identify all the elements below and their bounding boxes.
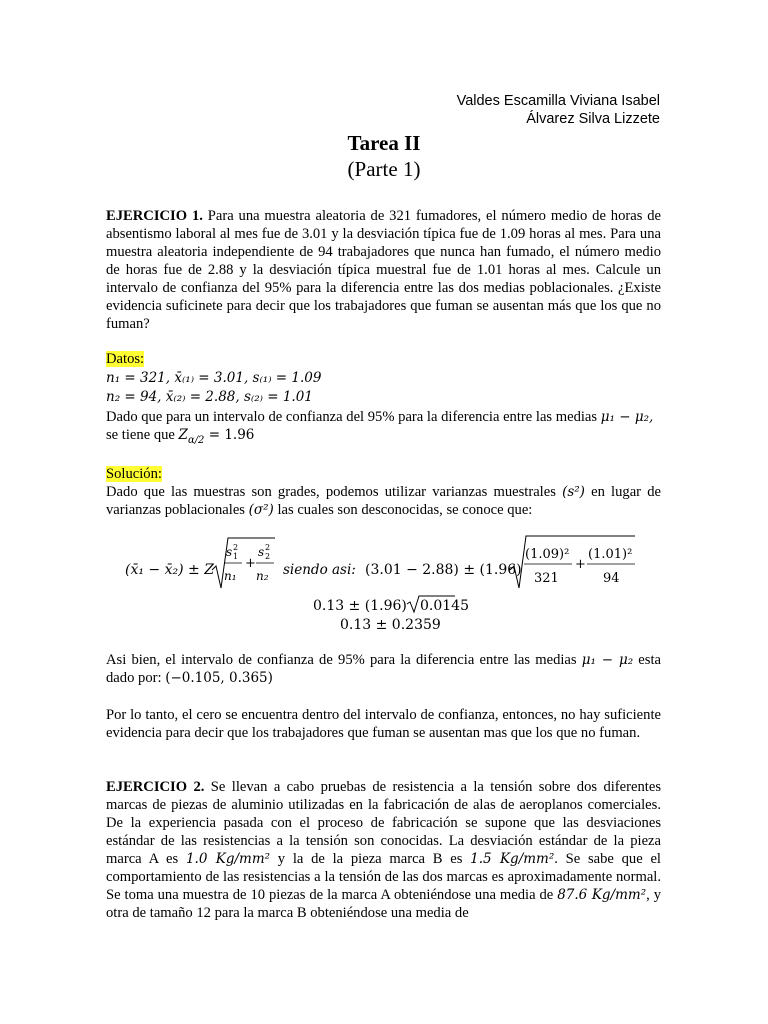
- datos-paragraph: [106, 408, 661, 450]
- conclusion-2: Por lo tanto, el cero se encuentra dentro del intervalo de confianza, entonces, no hay suficiente evidencia para decir que los trabajadores que fuman se ausentan mas que los que no fuman.: [106, 707, 661, 741]
- formula-svg: [0, 530, 768, 640]
- solucion-text-a: Dado que las muestras son grades, podemos utilizar varianzas muestrales: [106, 484, 563, 500]
- datos-line-2-text: n₂ = 94, x̄₍₂₎ = 2.88, s₍₂₎ = 1.01: [106, 389, 313, 405]
- exercise-2-text-d: , y otra de tamaño 12 para la marca B obteniéndose una media de: [106, 887, 661, 921]
- exercise-1-statement: [106, 207, 661, 333]
- datos-heading: [106, 350, 144, 368]
- exercise-1-label: EJERCICIO 1.: [106, 208, 203, 224]
- frac3-num: (1.09)²: [525, 547, 570, 562]
- exercise-2-val-a: 1.0 Kg/mm²: [185, 851, 271, 867]
- document-subtitle: (Parte 1): [347, 157, 421, 181]
- z-symbol: Z: [178, 427, 188, 443]
- solucion-heading: [106, 465, 162, 483]
- solucion-text-b: en lugar de varianzas poblacionales: [106, 484, 661, 518]
- sigma-squared: (σ²): [248, 502, 274, 518]
- frac-plus: +: [245, 556, 256, 571]
- formula-block: [0, 530, 768, 640]
- author-1: Valdes Escamilla Viviana Isabel: [456, 93, 660, 109]
- formula-left: (x̄₁ − x̄₂) ± Z: [125, 562, 214, 578]
- datos-line-1: [106, 369, 321, 387]
- exercise-2-val-c: 87.6 Kg/mm²: [557, 887, 647, 903]
- frac4-num: (1.01)²: [588, 547, 633, 562]
- siendo-asi: siendo asi:: [283, 562, 356, 578]
- authors-block: [457, 92, 660, 128]
- exercise-2-statement: [106, 778, 661, 922]
- solucion-label: Solución:: [106, 466, 162, 482]
- z-subscript: α/2: [187, 434, 205, 446]
- formula-line2: 0.13 ± (1.96): [313, 598, 407, 614]
- frac2-num-exp: 2: [265, 543, 271, 552]
- frac2-num-sub: 2: [265, 552, 271, 561]
- datos-mu-diff: μ₁ − μ₂,: [600, 409, 654, 425]
- frac-plus-2: +: [575, 557, 586, 572]
- exercise-2-val-b: 1.5 Kg/mm²: [470, 851, 555, 867]
- frac3-den: 321: [534, 571, 559, 586]
- formula-line2-sqrt: 0.0145: [420, 598, 469, 614]
- conclusion-1-text-b: esta dado por:: [106, 652, 662, 686]
- frac1-num-sub: 1: [233, 552, 239, 561]
- s-squared: (s²): [562, 484, 585, 500]
- exercise-1-text: Para una muestra aleatoria de 321 fumadores, el número medio de horas de absentismo laboral al mes fue de 3.01 y la desviación típica fue de 1.09 horas al mes. Para una muestra aleatoria independiente de 94 trabajadores que nunca han fumado, el número medio de horas fue de 2.88 y la desviación típica muestral fue de 1.01 horas al mes. Calcule un intervalo de confianza del 95% para la diferencia entre las dos medias poblacionales. ¿Existe evidencia suficinete para decir que los trabajadores que fuman se ausentan más que los que no fuman?: [106, 208, 662, 332]
- datos-line-2: [106, 388, 313, 406]
- document-title: Tarea II: [347, 131, 421, 155]
- conclusion-1-text-a: Asi bien, el intervalo de confianza de 95% para la diferencia entre las medias: [106, 652, 582, 668]
- z-value: = 1.96: [204, 427, 255, 443]
- exercise-2-text-c: . Se sabe que el comportamiento de las resistencias a la tensión de las dos marcas es aproximadamente normal. Se toma una muestra de 10 piezas de la marca A obteniéndose una media de: [106, 851, 661, 903]
- exercise-2-text-b: y la de la pieza marca B es: [270, 851, 471, 867]
- exercise-2-label: EJERCICIO 2.: [106, 779, 205, 795]
- frac1-num-exp: 2: [233, 543, 239, 552]
- frac1-num: s: [226, 545, 233, 559]
- confidence-interval: (−0.105, 0.365): [165, 670, 273, 686]
- datos-paragraph-text-2: se tiene que: [106, 427, 179, 443]
- formula-nums: (3.01 − 2.88) ± (1.96): [365, 562, 522, 578]
- conclusion-1-mu: μ₁ − μ₂: [581, 652, 634, 668]
- datos-paragraph-text: Dado que para un intervalo de confianza del 95% para la diferencia entre las medias: [106, 409, 601, 425]
- frac2-num: s: [258, 545, 265, 559]
- author-2: Álvarez Silva Lizzete: [526, 111, 660, 127]
- datos-label: Datos:: [106, 351, 145, 367]
- solucion-paragraph: [106, 483, 661, 519]
- title-block: [0, 130, 768, 182]
- frac2-den: n₂: [256, 569, 269, 583]
- formula-line3: 0.13 ± 0.2359: [340, 617, 441, 633]
- solucion-text-c: las cuales son desconocidas, se conoce que:: [273, 502, 533, 518]
- frac4-den: 94: [603, 571, 620, 586]
- exercise-2-text-a: Se llevan a cabo pruebas de resistencia a la tensión sobre dos diferentes marcas de piezas de aluminio utilizadas en la fabricación de alas de aeroplanos comerciales. De la experiencia pasada con el proceso de fabricación se supone que las desviaciones estándar de las resistencias a la tensión son conocidas. La desviación estándar de la pieza marca A es: [106, 779, 661, 867]
- conclusion-1: [106, 651, 661, 687]
- datos-line-1-text: n₁ = 321, x̄₍₁₎ = 3.01, s₍₁₎ = 1.09: [106, 370, 322, 386]
- frac1-den: n₁: [224, 569, 237, 583]
